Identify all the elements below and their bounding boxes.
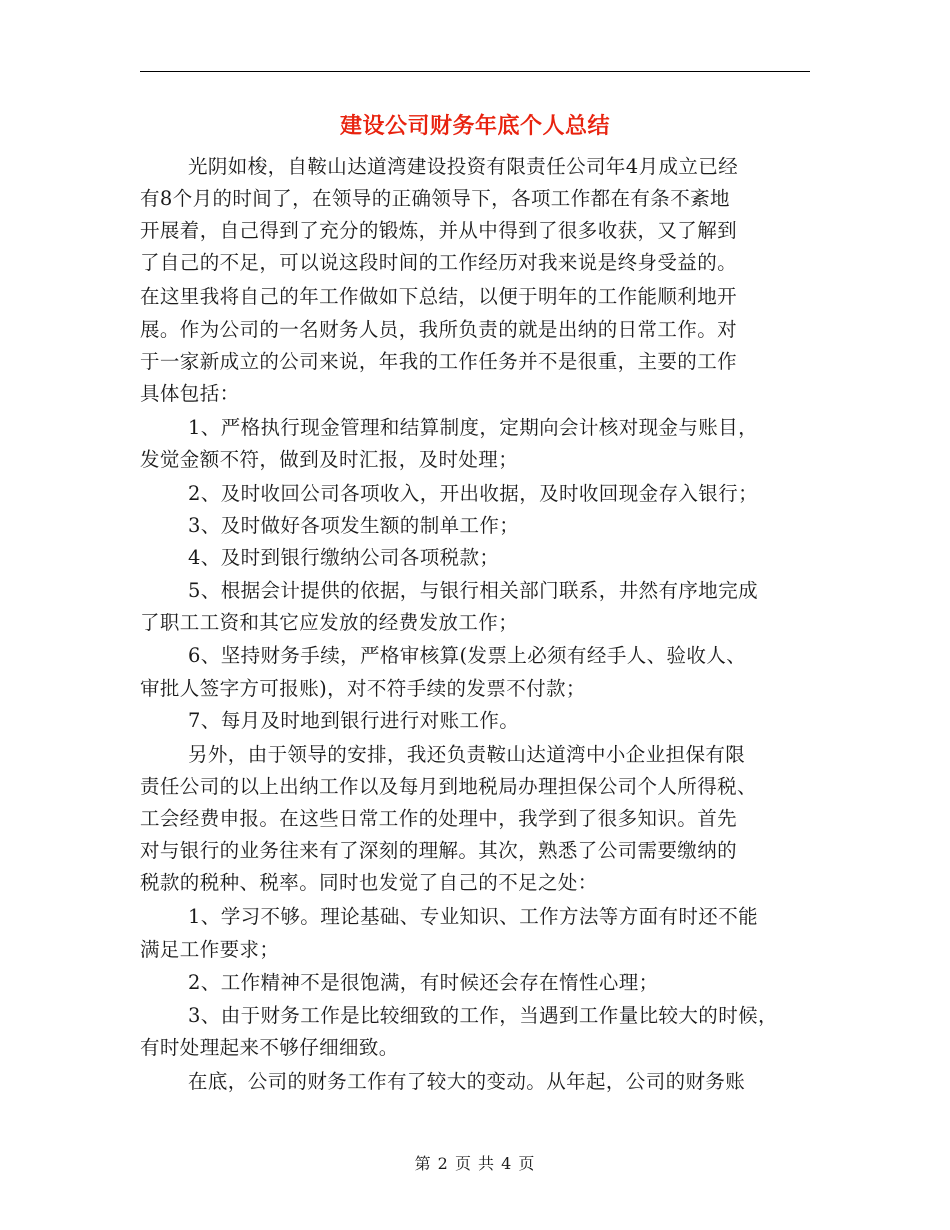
- body-line: 税款的税种、税率。同时也发觉了自己的不足之处：: [140, 871, 598, 894]
- body-line: 开展着，自己得到了充分的锻炼，并从中得到了很多收获，又了解到: [140, 219, 738, 242]
- body-line: 在这里我将自己的年工作做如下总结，以便于明年的工作能顺利地开: [140, 285, 738, 308]
- body-line: 有时处理起来不够仔细细致。: [140, 1036, 399, 1059]
- list-item: 5、根据会计提供的依据，与银行相关部门联系，井然有序地完成: [188, 579, 759, 602]
- list-item: 6、坚持财务手续，严格审核算(发票上必须有经手人、验收人、: [188, 644, 747, 667]
- body-line: 发觉金额不符，做到及时汇报，及时处理；: [140, 448, 519, 471]
- list-item: 3、由于财务工作是比较细致的工作，当遇到工作量比较大的时候，: [188, 1004, 778, 1027]
- body-line: 具体包括：: [140, 382, 240, 405]
- header-rule: [140, 71, 810, 72]
- body-line: 光阴如梭，自鞍山达道湾建设投资有限责任公司年4月成立已经: [188, 155, 739, 178]
- body-line: 有8个月的时间了，在领导的正确领导下，各项工作都在有条不紊地: [140, 187, 730, 210]
- body-line: 审批人签字方可报账)，对不符手续的发票不付款；: [140, 677, 586, 700]
- body-line: 工会经费申报。在这些日常工作的处理中，我学到了很多知识。首先: [140, 807, 738, 830]
- body-line: 对与银行的业务往来有了深刻的理解。其次，熟悉了公司需要缴纳的: [140, 839, 738, 862]
- body-line: 了职工工资和其它应发放的经费发放工作；: [140, 611, 519, 634]
- body-line: 于一家新成立的公司来说，年我的工作任务并不是很重，主要的工作: [140, 350, 738, 373]
- body-line: 责任公司的以上出纳工作以及每月到地税局办理担保公司个人所得税、: [140, 775, 757, 798]
- list-item: 4、及时到银行缴纳公司各项税款；: [188, 546, 500, 569]
- list-item: 2、工作精神不是很饱满，有时候还会存在惰性心理；: [188, 971, 659, 994]
- body-line: 在底，公司的财务工作有了较大的变动。从年起，公司的财务账: [188, 1070, 746, 1093]
- body-line: 满足工作要求；: [140, 938, 280, 961]
- body-line: 了自己的不足，可以说这段时间的工作经历对我来说是终身受益的。: [140, 251, 738, 274]
- list-item: 1、学习不够。理论基础、专业知识、工作方法等方面有时还不能: [188, 905, 759, 928]
- page-number: 第 2 页 共 4 页: [414, 1154, 536, 1173]
- document-title: 建设公司财务年底个人总结: [339, 113, 610, 139]
- list-item: 3、及时做好各项发生额的制单工作；: [188, 514, 520, 537]
- body-line: 展。作为公司的一名财务人员，我所负责的就是出纳的日常工作。对: [140, 318, 738, 341]
- body-line: 另外，由于领导的安排，我还负责鞍山达道湾中小企业担保有限: [188, 743, 746, 766]
- list-item: 2、及时收回公司各项收入，开出收据，及时收回现金存入银行；: [188, 482, 759, 505]
- list-item: 1、严格执行现金管理和结算制度，定期向会计核对现金与账目，: [188, 416, 759, 439]
- list-item: 7、每月及时地到银行进行对账工作。: [188, 709, 520, 732]
